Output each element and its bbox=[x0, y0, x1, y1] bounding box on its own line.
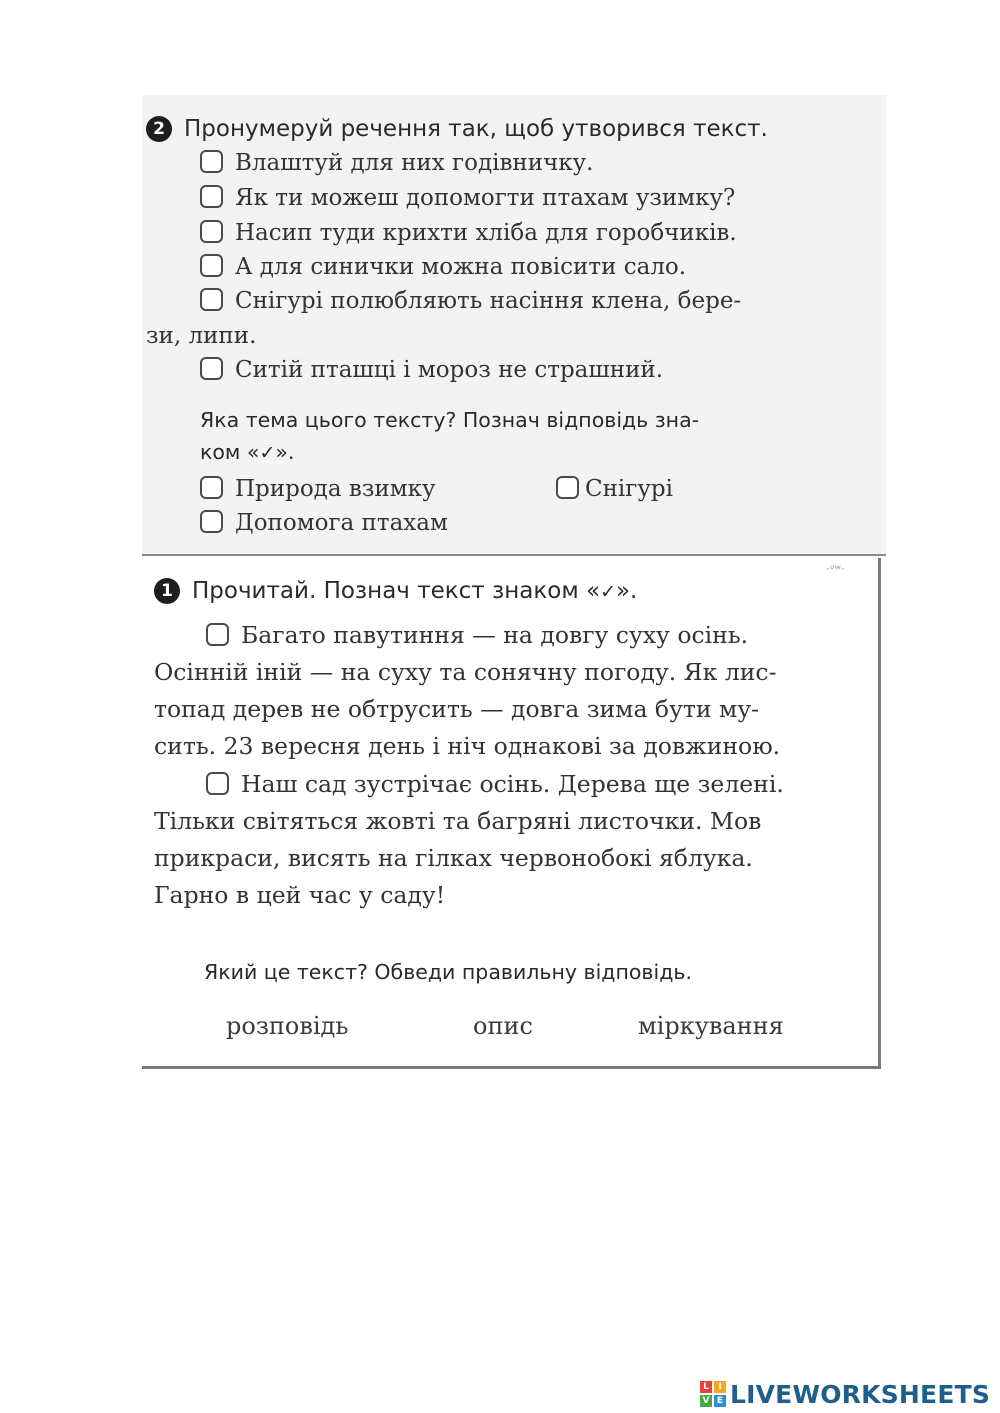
text-b-line: Тільки світяться жовті та багряні листочки. Мов bbox=[154, 807, 762, 835]
answer-rozpovid[interactable]: розповідь bbox=[226, 1012, 349, 1040]
sentence-text: Снігурі полюбляють насіння клена, бере- bbox=[235, 288, 742, 314]
theme-question-line-1: Яка тема цього тексту? Познач відповідь зна- bbox=[200, 408, 700, 432]
sentence-text: Насип туди крихти хліба для горобчиків. bbox=[235, 220, 737, 246]
theme-option bbox=[556, 476, 673, 502]
theme-option-label: Снігурі bbox=[585, 476, 673, 502]
text-a-checkbox[interactable] bbox=[206, 623, 229, 646]
exercise-2-number-badge: 2 bbox=[146, 116, 172, 142]
theme-option-checkbox[interactable] bbox=[556, 476, 579, 499]
exercise-2-instruction: Пронумеруй речення так, щоб утворився текст. bbox=[184, 116, 768, 142]
text-a bbox=[154, 617, 859, 765]
theme-option-label: Допомога птахам bbox=[235, 510, 448, 536]
logo-icon bbox=[700, 1381, 726, 1407]
logo-letter: V bbox=[700, 1395, 712, 1407]
text-b-line: Гарно в цей час у саду! bbox=[154, 881, 446, 909]
exercise-1-instruction-end: ». bbox=[615, 578, 638, 604]
theme-option bbox=[200, 476, 436, 502]
sentence-number-box[interactable] bbox=[200, 185, 223, 208]
sentence-number-box[interactable] bbox=[200, 357, 223, 380]
corner-mark-icon: ·ᵒʷ· bbox=[826, 562, 845, 576]
question-text: ». bbox=[275, 440, 295, 464]
sentence-row bbox=[200, 185, 735, 211]
logo-letter: L bbox=[700, 1381, 712, 1393]
text-b-line bbox=[154, 766, 859, 803]
text-a-line: сить. 23 вересня день і ніч однакові за довжиною. bbox=[154, 732, 781, 760]
text-type-question: Який це текст? Обведи правильну відповідь. bbox=[204, 960, 692, 984]
text-a-line bbox=[154, 617, 859, 654]
divider bbox=[142, 554, 886, 556]
sentence-row bbox=[200, 150, 594, 176]
text-a-line: топад дерев не обтрусить — довга зима бути му- bbox=[154, 695, 760, 723]
text-a-line: Осінній іній — на суху та сонячну погоду. Як лис- bbox=[154, 658, 777, 686]
logo-text: LIVEWORKSHEETS bbox=[730, 1379, 991, 1409]
sentence-text: А для синички можна повісити сало. bbox=[235, 254, 687, 280]
exercise-1-instruction: Прочитай. Познач текст знаком « bbox=[192, 578, 601, 604]
sentence-number-box[interactable] bbox=[200, 220, 223, 243]
text-b bbox=[154, 766, 859, 914]
sentence-row bbox=[200, 254, 686, 280]
sentence-number-box[interactable] bbox=[200, 150, 223, 173]
sentence-continuation: зи, липи. bbox=[146, 323, 257, 349]
answer-mirkuvannia[interactable]: міркування bbox=[638, 1012, 784, 1040]
text-b-checkbox[interactable] bbox=[206, 772, 229, 795]
theme-option-checkbox[interactable] bbox=[200, 510, 223, 533]
answer-opys[interactable]: опис bbox=[473, 1012, 533, 1040]
exercise-1-number-badge: 1 bbox=[154, 578, 180, 604]
sentence-row bbox=[200, 357, 663, 383]
liveworksheets-logo bbox=[700, 1377, 990, 1411]
checkmark-icon: ✓ bbox=[600, 581, 616, 603]
exercise-1-heading bbox=[154, 578, 637, 604]
sentence-text: Як ти можеш допомогти птахам узимку? bbox=[235, 185, 736, 211]
logo-letter: I bbox=[714, 1381, 726, 1393]
theme-option-checkbox[interactable] bbox=[200, 476, 223, 499]
sentence-number-box[interactable] bbox=[200, 288, 223, 311]
sentence-text: Ситій пташці і мороз не страшний. bbox=[235, 357, 664, 383]
text-a-line-text: Багато павутиння — на довгу суху осінь. bbox=[241, 621, 749, 649]
sentence-row bbox=[200, 220, 737, 246]
text-b-line: прикраси, висять на гілках червонобокі яблука. bbox=[154, 844, 753, 872]
logo-letter: E bbox=[714, 1395, 726, 1407]
exercise-2-heading bbox=[146, 116, 768, 142]
question-text: ком « bbox=[200, 440, 260, 464]
sentence-text: Влаштуй для них годівничку. bbox=[235, 150, 594, 176]
sentence-number-box[interactable] bbox=[200, 254, 223, 277]
checkmark-icon: ✓ bbox=[259, 442, 276, 464]
sentence-row bbox=[200, 288, 741, 314]
theme-option bbox=[200, 510, 448, 536]
theme-option-label: Природа взимку bbox=[235, 476, 436, 502]
theme-question-line-2 bbox=[200, 440, 294, 464]
text-b-line-text: Наш сад зустрічає осінь. Дерева ще зелені. bbox=[241, 770, 784, 798]
